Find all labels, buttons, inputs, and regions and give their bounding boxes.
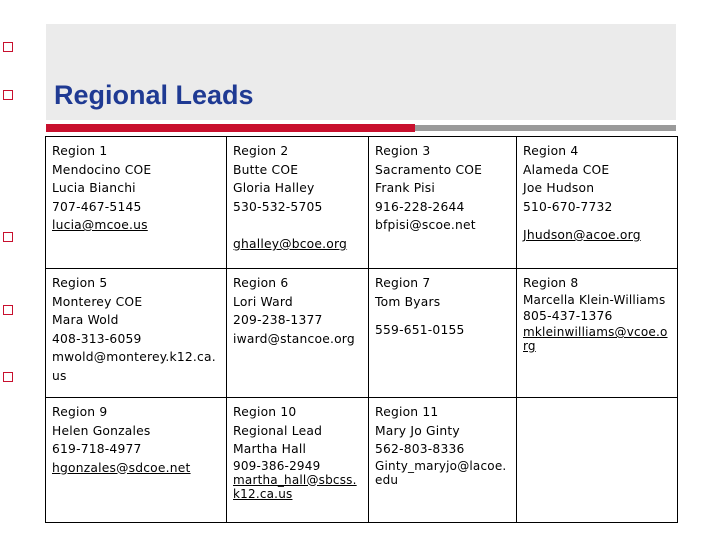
- phone-number: 408-313-6059: [52, 331, 142, 346]
- email-link[interactable]: lucia@mcoe.us: [52, 218, 148, 232]
- contact-name: Lucia Bianchi: [52, 181, 136, 195]
- square-bullet-icon: [3, 42, 13, 52]
- square-bullet-icon: [3, 305, 13, 315]
- region-2-cell: [227, 137, 369, 269]
- email-text: iward@stancoe.org: [233, 331, 355, 346]
- square-bullet-icon: [3, 372, 13, 382]
- contact-name: Martha Hall: [233, 442, 307, 456]
- email-link[interactable]: ghalley@bcoe.org: [233, 237, 348, 251]
- phone-number: 707-467-5145: [52, 199, 142, 214]
- region-1-cell: [46, 137, 227, 269]
- page-title: Regional Leads: [54, 80, 254, 110]
- region-8-cell: [517, 269, 678, 398]
- table-row: [46, 398, 678, 523]
- table-row: [46, 269, 678, 398]
- region-name: Region 11: [375, 405, 439, 419]
- email-link[interactable]: mkleinwilliams@vcoe.org: [523, 325, 668, 353]
- contact-name: Helen Gonzales: [52, 423, 151, 438]
- region-name: Region 4: [523, 144, 579, 158]
- region-5-cell: [46, 269, 227, 398]
- contact-name: Mara Wold: [52, 313, 119, 327]
- phone-number: 562-803-8336: [375, 442, 465, 456]
- region-name: Region 2: [233, 144, 289, 158]
- square-bullet-icon: [3, 232, 13, 242]
- phone-number: 619-718-4977: [52, 442, 142, 456]
- contact-name: Mary Jo Ginty: [375, 423, 460, 438]
- contact-name: Tom Byars: [375, 294, 441, 309]
- contact-name: Frank Pisi: [375, 181, 435, 195]
- region-name: Region 6: [233, 276, 289, 290]
- office-name: Alameda COE: [523, 162, 610, 177]
- empty-cell: [517, 398, 678, 523]
- contact-name: Marcella Klein-Williams: [523, 292, 666, 307]
- region-name: Region 5: [52, 276, 108, 290]
- office-name: Regional Lead: [233, 423, 323, 438]
- table-row: [46, 137, 678, 269]
- office-name: Mendocino COE: [52, 162, 152, 177]
- contact-name: Gloria Halley: [233, 181, 315, 195]
- contact-name: Joe Hudson: [523, 181, 595, 195]
- office-name: Butte COE: [233, 162, 299, 177]
- email-text: Ginty_maryjo@lacoe.edu: [375, 458, 507, 487]
- contact-name: Lori Ward: [233, 294, 293, 309]
- phone-number: 909-386-2949: [233, 458, 321, 473]
- phone-number: 209-238-1377: [233, 313, 323, 327]
- region-3-cell: [369, 137, 517, 269]
- phone-number: 530-532-5705: [233, 199, 323, 214]
- email-link[interactable]: Jhudson@acoe.org: [523, 228, 641, 242]
- phone-number: 510-670-7732: [523, 199, 613, 214]
- region-name: Region 3: [375, 144, 431, 158]
- square-bullet-icon: [3, 90, 13, 100]
- region-name: Region 7: [375, 276, 431, 290]
- phone-number: 805-437-1376: [523, 308, 613, 323]
- email-link[interactable]: martha_hall@sbcss.k12.ca.us: [233, 472, 357, 501]
- region-7-cell: [369, 269, 517, 398]
- email-link[interactable]: hgonzales@sdcoe.net: [52, 460, 191, 475]
- region-4-cell: [517, 137, 678, 269]
- title-underline-red: [46, 124, 415, 132]
- regional-leads-table: [45, 136, 678, 523]
- region-9-cell: [46, 398, 227, 523]
- office-name: Sacramento COE: [375, 162, 483, 177]
- region-name: Region 1: [52, 144, 108, 158]
- phone-number: 559-651-0155: [375, 323, 465, 337]
- email-text: mwold@monterey.k12.ca.us: [52, 350, 216, 383]
- office-name: Monterey COE: [52, 294, 143, 309]
- region-name: Region 10: [233, 405, 297, 419]
- region-name: Region 8: [523, 276, 579, 290]
- phone-number: 916-228-2644: [375, 199, 465, 214]
- region-10-cell: [227, 398, 369, 523]
- email-text: bfpisi@scoe.net: [375, 218, 476, 232]
- region-name: Region 9: [52, 405, 108, 419]
- region-6-cell: [227, 269, 369, 398]
- region-11-cell: [369, 398, 517, 523]
- title-underline-gray: [415, 125, 676, 131]
